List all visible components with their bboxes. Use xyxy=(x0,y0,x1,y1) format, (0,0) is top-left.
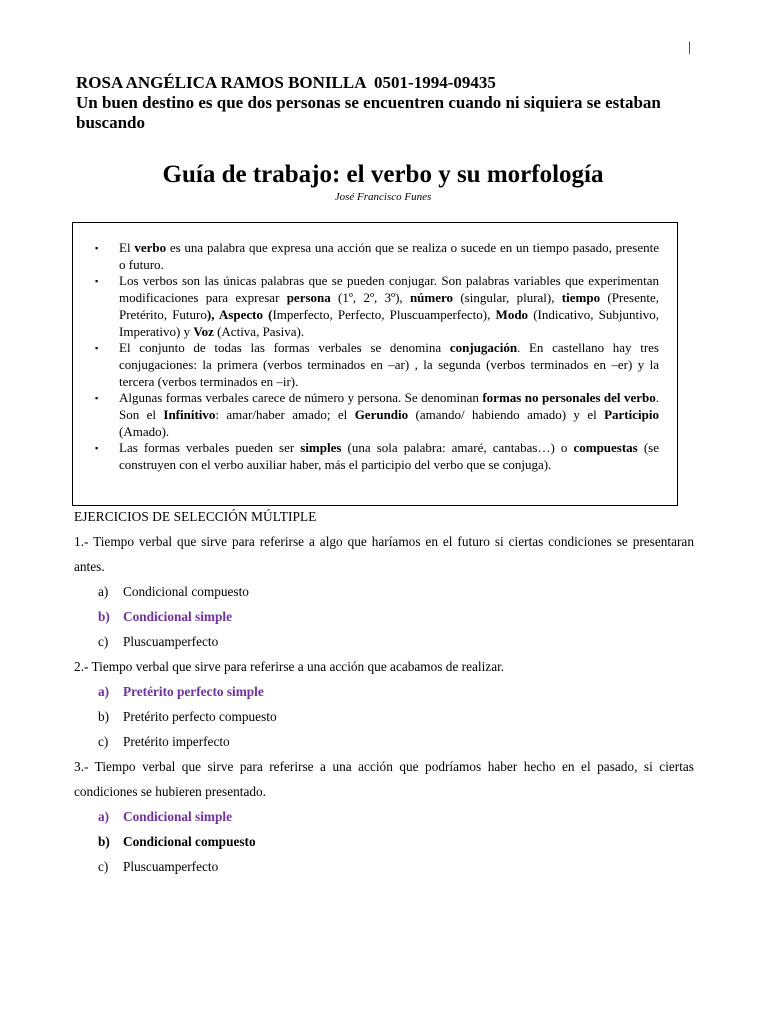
option-text: Pretérito imperfecto xyxy=(123,734,230,749)
question-3: 3.- Tiempo verbal que sirve para referirse a una acción que podríamos haber hecho en el pasado, si ciertas condiciones se hubieren presentado. xyxy=(74,759,694,799)
question-2-option-b[interactable] xyxy=(74,704,694,729)
option-text: Condicional compuesto xyxy=(123,584,249,599)
text-run: es una palabra que expresa una acción que se realiza o sucede en un tiempo pasado, presente o futuro. xyxy=(119,240,659,272)
document-author: José Francisco Funes xyxy=(334,191,432,203)
keyword: simples xyxy=(300,440,342,456)
document-title: Guía de trabajo: el verbo y su morfología xyxy=(162,161,604,188)
text-run: (una sola palabra: amaré, cantabas…) o xyxy=(341,440,574,456)
document-header xyxy=(76,72,706,133)
option-text: Pluscuamperfecto xyxy=(123,634,219,649)
keyword: número xyxy=(409,290,454,306)
exercises-section xyxy=(74,508,694,879)
text-run: El xyxy=(119,240,135,255)
keyword: ), Aspecto ( xyxy=(206,306,273,322)
text-run: (1º, 2º, 3º), xyxy=(330,290,410,306)
text-run: : amar/haber amado; el xyxy=(215,407,355,423)
text-run: . En castellano hay tres conjugaciones: la primera (verbos terminados en –ar) , la segunda (verbos terminados en –er) y la tercera (verbos terminados en –ir). xyxy=(119,340,659,389)
keyword: Modo xyxy=(495,306,529,322)
question-1: 1.- Tiempo verbal que sirve para referirse a algo que haríamos en el futuro si ciertas condiciones se presentaran antes. xyxy=(74,534,694,574)
text-run: Algunas formas verbales carece de número y persona. Se denominan xyxy=(119,390,483,406)
exercises-heading: EJERCICIOS DE SELECCIÓN MÚLTIPLE xyxy=(74,509,317,524)
summary-item-verb-definition xyxy=(95,240,659,273)
question-2: 2.- Tiempo verbal que sirve para referirse a una acción que acabamos de realizar. xyxy=(74,659,505,674)
keyword: Voz xyxy=(193,323,214,339)
summary-item-conjugation xyxy=(95,340,659,390)
option-letter: c) xyxy=(98,634,109,649)
question-2-option-c[interactable] xyxy=(74,729,694,754)
text-run: (singular, plural), xyxy=(453,290,562,306)
keyword: Gerundio xyxy=(354,407,409,423)
keyword: compuestas xyxy=(573,440,638,456)
question-1-option-a[interactable] xyxy=(74,579,694,604)
option-letter: b) xyxy=(98,834,110,849)
square-bullet-icon: ▪ xyxy=(95,243,99,253)
author-line: ROSA ANGÉLICA RAMOS BONILLA 0501-1994-09435 xyxy=(76,73,496,92)
summary-list xyxy=(95,240,659,474)
text-run: Imperfecto, Perfecto, Pluscuamperfecto), xyxy=(272,306,496,322)
option-letter: b) xyxy=(98,609,110,624)
question-3-option-b[interactable] xyxy=(74,829,694,854)
keyword: tiempo xyxy=(561,290,601,306)
option-letter: a) xyxy=(98,809,110,824)
summary-box xyxy=(72,222,678,506)
text-run: (Amado). xyxy=(119,423,170,439)
question-2-option-a-selected[interactable] xyxy=(74,679,694,704)
question-1-option-b-selected[interactable] xyxy=(74,604,694,629)
keyword: Participio xyxy=(604,407,659,423)
option-text: Condicional compuesto xyxy=(123,834,256,849)
option-text: Pluscuamperfecto xyxy=(123,859,219,874)
text-run: Los verbos son las únicas palabras que se pueden conjugar. Son palabras variables que experimentan modificaciones para expresar xyxy=(119,273,659,306)
text-run: Las formas verbales pueden ser xyxy=(119,440,301,456)
keyword: Infinitivo xyxy=(163,407,216,423)
text-run: (se construyen con el verbo auxiliar haber, más el participio del verbo que se conjuga). xyxy=(119,440,659,473)
option-text: Condicional simple xyxy=(123,809,232,824)
keyword: persona xyxy=(286,290,331,306)
option-letter: a) xyxy=(98,584,109,599)
square-bullet-icon: ▪ xyxy=(95,276,99,287)
text-run: (Presente, Pretérito, Futuro xyxy=(119,290,659,322)
option-letter: c) xyxy=(98,859,109,874)
text-run: (amando/ habiendo amado) y el xyxy=(408,407,605,423)
text-run: El conjunto de todas las formas verbales se denomina xyxy=(119,340,450,356)
question-3-option-a-selected[interactable] xyxy=(74,804,694,829)
question-3-option-c[interactable] xyxy=(74,854,694,879)
title-block xyxy=(76,160,690,203)
option-text: Condicional simple xyxy=(123,609,232,624)
option-letter: b) xyxy=(98,709,110,724)
square-bullet-icon: ▪ xyxy=(95,443,99,454)
question-1-option-c[interactable] xyxy=(74,629,694,654)
square-bullet-icon: ▪ xyxy=(95,393,99,404)
summary-item-simple-compound xyxy=(95,440,659,473)
option-letter: c) xyxy=(98,734,109,749)
keyword: conjugación xyxy=(449,340,518,356)
square-bullet-icon: ▪ xyxy=(95,343,99,354)
option-letter: a) xyxy=(98,684,110,699)
text-run: (Indicativo, Subjuntivo, Imperativo) y xyxy=(119,306,659,339)
keyword: verbo xyxy=(134,240,167,255)
text-run: (Activa, Pasiva). xyxy=(213,323,305,339)
option-text: Pretérito perfecto simple xyxy=(123,684,264,699)
keyword: formas no personales del verbo xyxy=(482,390,656,406)
text-run: . Son el xyxy=(119,390,659,423)
summary-item-non-personal-forms xyxy=(95,390,659,440)
summary-item-conjugable xyxy=(95,273,659,340)
header-quote: Un buen destino es que dos personas se encuentren cuando ni siquiera se estaban buscando xyxy=(76,93,661,132)
option-text: Pretérito perfecto compuesto xyxy=(123,709,277,724)
page-margin-mark: | xyxy=(688,40,691,55)
